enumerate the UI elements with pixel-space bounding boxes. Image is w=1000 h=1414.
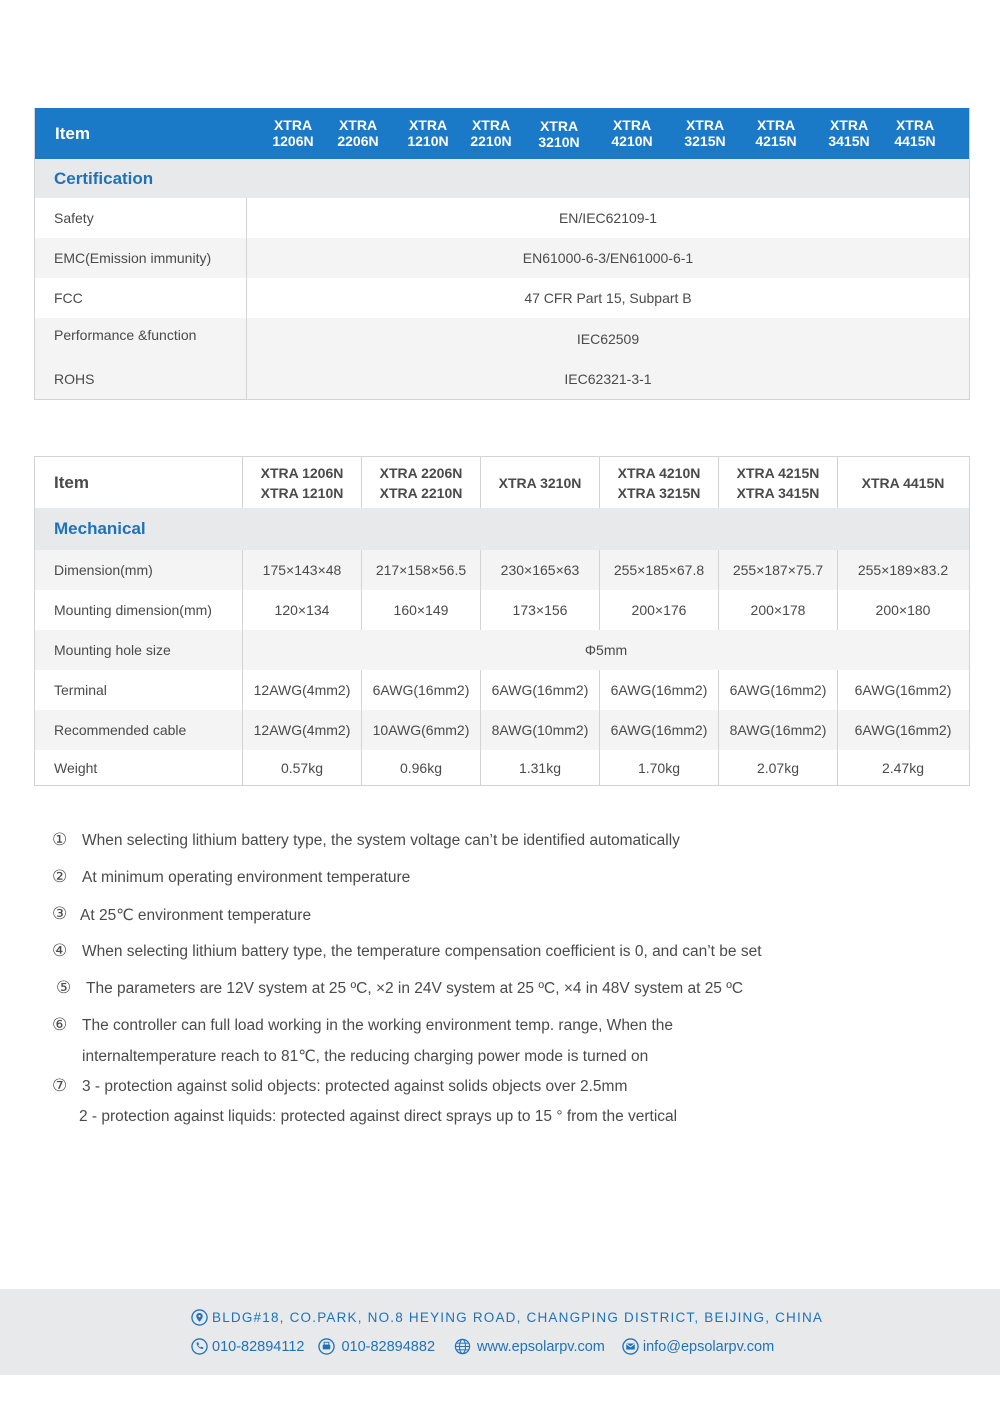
table-cell: 200×180 (875, 602, 931, 618)
website-item (454, 1338, 605, 1355)
table-cell: 6AWG(16mm2) (854, 722, 952, 738)
model-header: XTRA 1206N (272, 117, 314, 149)
row-label: Recommended cable (35, 710, 243, 750)
table-row (35, 750, 969, 785)
phone-item (191, 1338, 304, 1355)
table-cell: 6AWG(16mm2) (854, 682, 952, 698)
footnote-text: The parameters are 12V system at 25 ºC, ×2 in 24V system at 25 ºC, ×4 in 48V system at 25 ºC (86, 980, 744, 997)
email-link[interactable]: info@epsolarpv.com (642, 1338, 775, 1355)
table-cell: 6AWG(16mm2) (600, 670, 719, 710)
row-value: IEC62321-3-1 (564, 370, 652, 387)
section-title: Mechanical (54, 519, 146, 538)
table-row (35, 590, 969, 630)
row-value: EN/IEC62109-1 (558, 210, 658, 226)
row-label: Safety (35, 198, 247, 238)
row-label: Mounting dimension(mm) (35, 590, 243, 630)
table-cell: 0.57kg (243, 750, 362, 785)
table-cell: 200×178 (719, 590, 838, 630)
table-cell: 1.31kg (481, 750, 600, 785)
footnote-number: ③ (52, 904, 68, 923)
table-cell: 175×143×48 (243, 550, 362, 590)
table-row (35, 318, 969, 358)
table-cell: 6AWG(16mm2) (481, 670, 600, 710)
model-header: XTRA 3210N (481, 457, 600, 508)
row-value: EN61000-6-3/EN61000-6-1 (522, 250, 694, 266)
phone-icon (191, 1338, 208, 1355)
table-cell: 200×176 (600, 590, 719, 630)
row-label: Weight (35, 750, 243, 785)
table-cell: 8AWG(10mm2) (481, 710, 600, 750)
footnote-text: When selecting lithium battery type, the system voltage can’t be identified automatically (82, 832, 680, 849)
model-header: XTRA 2206N (337, 117, 379, 149)
phone-number[interactable]: 010-82894112 (212, 1338, 305, 1355)
table-cell: 0.96kg (362, 750, 481, 785)
table-cell: 2.07kg (719, 750, 838, 785)
model-header: XTRA 3210N (538, 118, 580, 150)
table-cell: Φ5mm (584, 642, 628, 658)
row-label: Performance &function (35, 318, 247, 358)
mechanical-table (34, 456, 970, 786)
footnote-text: At minimum operating environment temperature (82, 869, 411, 886)
footnote-text: When selecting lithium battery type, the temperature compensation coefficient is 0, and can’t be set (82, 943, 762, 960)
mechanical-table-header (35, 457, 969, 508)
table-cell: 255×185×67.8 (600, 550, 719, 590)
table-row (35, 710, 969, 750)
footnote-text: internaltemperature reach to 81℃, the reducing charging power mode is turned on (82, 1048, 649, 1065)
email-item (622, 1338, 774, 1355)
model-header: XTRA 3215N (684, 117, 726, 149)
table-cell: 217×158×56.5 (362, 550, 481, 590)
footnote-text: The controller can full load working in the working environment temp. range, When the (82, 1017, 674, 1034)
row-value: 47 CFR Part 15, Subpart B (524, 290, 692, 306)
fax-icon (318, 1338, 335, 1355)
fax-item (318, 1338, 435, 1355)
footnote-text: At 25℃ environment temperature (80, 907, 312, 924)
model-header: XTRA 1210N (407, 117, 449, 149)
website-link[interactable]: www.epsolarpv.com (477, 1338, 605, 1355)
table-cell: 120×134 (243, 590, 362, 630)
table-cell: 255×189×83.2 (857, 562, 949, 578)
table-cell: 1.70kg (600, 750, 719, 785)
table-cell: 12AWG(4mm2) (243, 670, 362, 710)
footnote-text: 2 - protection against liquids: protected against direct sprays up to 15 ° from the vertical (79, 1108, 678, 1125)
row-value: IEC62509 (576, 331, 640, 347)
certification-table (34, 108, 970, 400)
table-cell: 10AWG(6mm2) (362, 710, 481, 750)
model-header: XTRA 4415N (894, 117, 936, 149)
contact-line (191, 1338, 774, 1355)
fax-number[interactable]: 010-82894882 (341, 1338, 436, 1355)
footnote-number: ① (52, 830, 68, 849)
item-header: Item (35, 457, 243, 508)
footnote-text: 3 - protection against solid objects: protected against solids objects over 2.5mm (82, 1078, 628, 1095)
item-header: Item (55, 124, 90, 143)
model-header: XTRA 4215N XTRA 3415N (719, 457, 838, 508)
address-text: BLDG#18, CO.PARK, NO.8 HEYING ROAD, CHANGPING DISTRICT, BEIJING, CHINA (212, 1310, 824, 1325)
model-header: XTRA 4210N XTRA 3215N (600, 457, 719, 508)
table-row (35, 278, 969, 318)
model-header: XTRA 1206N XTRA 1210N (243, 457, 362, 508)
table-cell: 230×165×63 (481, 550, 600, 590)
footnote-number: ② (52, 867, 68, 886)
table-cell: 6AWG(16mm2) (719, 670, 838, 710)
table-row (35, 358, 969, 399)
model-header: XTRA 4215N (755, 117, 797, 149)
footnote-number: ④ (52, 941, 68, 960)
table-cell: 2.47kg (881, 759, 925, 776)
footnote-number: ⑤ (56, 978, 72, 997)
row-label: Mounting hole size (35, 630, 243, 670)
row-label: Dimension(mm) (35, 550, 243, 590)
certification-table-header (35, 108, 969, 159)
table-cell: 6AWG(16mm2) (600, 710, 719, 750)
row-label: ROHS (35, 358, 247, 399)
model-header: XTRA 3415N (828, 117, 870, 149)
address-line (191, 1309, 823, 1326)
footnote-number: ⑥ (52, 1015, 68, 1034)
email-icon (622, 1338, 639, 1355)
table-row (35, 550, 969, 590)
location-pin-icon (191, 1309, 208, 1326)
table-cell: 160×149 (362, 590, 481, 630)
mechanical-section (35, 508, 969, 550)
certification-section (35, 159, 969, 198)
table-cell: 6AWG(16mm2) (362, 670, 481, 710)
table-cell: 8AWG(16mm2) (719, 710, 838, 750)
table-row (35, 630, 969, 670)
footnote-number: ⑦ (52, 1076, 68, 1095)
model-header: XTRA 4210N (611, 117, 653, 149)
table-cell: 12AWG(4mm2) (243, 710, 362, 750)
row-label: EMC(Emission immunity) (35, 238, 247, 278)
globe-icon (454, 1338, 471, 1355)
row-label: FCC (35, 278, 247, 318)
table-row (35, 238, 969, 278)
contact-footer (0, 1289, 1000, 1375)
model-header: XTRA 4415N (861, 474, 945, 491)
model-header: XTRA 2206N XTRA 2210N (362, 457, 481, 508)
model-header: XTRA 2210N (470, 117, 512, 149)
table-cell: 173×156 (481, 590, 600, 630)
table-cell: 255×187×75.7 (719, 550, 838, 590)
table-row (35, 198, 969, 238)
row-label: Terminal (35, 670, 243, 710)
section-title: Certification (54, 169, 154, 188)
table-row (35, 670, 969, 710)
